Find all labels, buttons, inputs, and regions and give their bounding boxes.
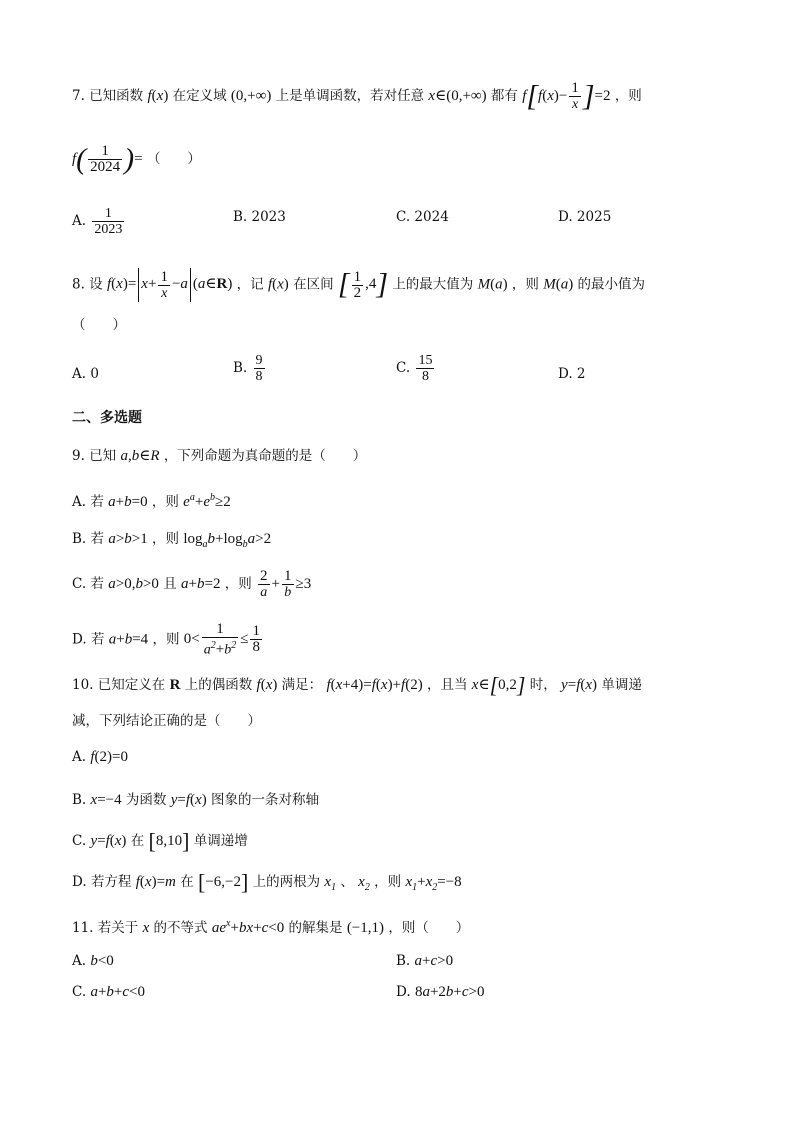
q10-option-d[interactable]: D. 若方程 f(x)=m 在 [−6,−2] 上的两根为 $x_1$ 、 $x_2$ ，则 $x_1+x_2=-8$	[72, 869, 462, 895]
q7-option-d[interactable]: D. 2025	[558, 209, 612, 225]
q7-option-a[interactable]: A. $\frac{1}{2023}$	[72, 206, 123, 237]
q10-number: 10.	[72, 677, 94, 693]
q7-number: 7.	[72, 87, 85, 104]
q8-number: 8.	[72, 276, 85, 293]
q8-line2: （ ）	[72, 317, 126, 333]
q7-x-domain: x∈(0,+∞)	[428, 87, 487, 104]
q7-option-b[interactable]: B. 2023	[233, 209, 286, 225]
q8-option-c[interactable]: C. $\frac{15}{8}$	[396, 353, 433, 384]
q7-condition: f[f(x)− $\frac{1}{x}$ ]=2	[522, 79, 611, 113]
q8-option-b[interactable]: B. $\frac{9}{8}$	[233, 353, 263, 384]
q8-option-a[interactable]: A. 0	[72, 366, 99, 382]
q11-option-a[interactable]: A. b<0	[72, 953, 114, 969]
q11-option-c[interactable]: C. a+b+c<0	[72, 984, 146, 1000]
q8-line1: 8. 设 f(x)= x+ $\frac{1}{x}$ −a (a∈R) ，记 f(x) 在区间 [ $\frac{1}{2}$ ,4] 上的最大值为 M(a) ，则 M(a) 的最小值为	[72, 268, 645, 301]
q7-line1: 7. 已知函数 f(x) 在定义域 (0,+∞) 上是单调函数，若对任意 x∈(0,+∞) 都有 f[f(x)− $\frac{1}{x}$ ]=2 ，则	[72, 79, 642, 113]
q11-option-d[interactable]: D. 8a+2b+c>0	[396, 984, 485, 1000]
q8-definition: f(x)= x+ $\frac{1}{x}$ −a (a∈R)	[106, 268, 233, 301]
q10-option-a[interactable]: A. f(2)=0	[72, 749, 128, 765]
q7-fx: f(x)	[147, 87, 169, 104]
q8-option-d[interactable]: D. 2	[558, 366, 586, 382]
q10-option-c[interactable]: C. y=f(x) 在 [8,10] 单调递增	[72, 828, 248, 854]
q7-line2: f( $\frac{1}{2024}$ )= （ ）	[72, 142, 201, 176]
q11-stem: 11. 若关于 x 的不等式 $ae^x+bx+c<0$ 的解集是 (−1,1) ，则（ ）	[72, 918, 470, 936]
q9-option-a[interactable]: A. 若 a+b=0 ，则 $e^a+e^b\ge 2$	[72, 492, 231, 510]
q7-domain: (0,+∞)	[230, 87, 272, 104]
q10-option-b[interactable]: B. x=−4 为函数 y=f(x) 图象的一条对称轴	[72, 792, 319, 808]
q9-option-b[interactable]: B. 若 a>b>1 ，则 $\log_ab+\log_ba>2$	[72, 531, 272, 550]
q11-option-b[interactable]: B. a+c>0	[396, 953, 454, 969]
section-heading-multiple-choice: 二、多选题	[72, 410, 142, 426]
q8-interval: [ $\frac{1}{2}$ ,4]	[337, 268, 389, 301]
q9-stem: 9. 已知 a,b∈R ，下列命题为真命题的是（ ）	[72, 448, 367, 464]
q9-number: 9.	[72, 448, 85, 464]
q11-number: 11.	[72, 920, 94, 936]
q9-option-d[interactable]: D. 若 a+b=4 ，则 0< $\frac{1}{a^2+b^2}$ ≤ $\frac{1}{8}$	[72, 621, 260, 658]
q7-option-c[interactable]: C. 2024	[396, 209, 449, 225]
q10-line1: 10. 已知定义在 R 上的偶函数 f(x) 满足： f(x+4)=f(x)+f(2) ，且当 x∈[0,2] 时， y=f(x) 单调递	[72, 672, 642, 698]
q9-option-c[interactable]: C. 若 a>0,b>0 且 a+b=2 ，则 $\frac{2}{a}$ + $\frac{1}{b}$ ≥3	[72, 568, 312, 600]
q7-f-value: f( $\frac{1}{2024}$ )=	[72, 142, 143, 176]
q10-line2: 减，下列结论正确的是（ ）	[72, 713, 261, 729]
